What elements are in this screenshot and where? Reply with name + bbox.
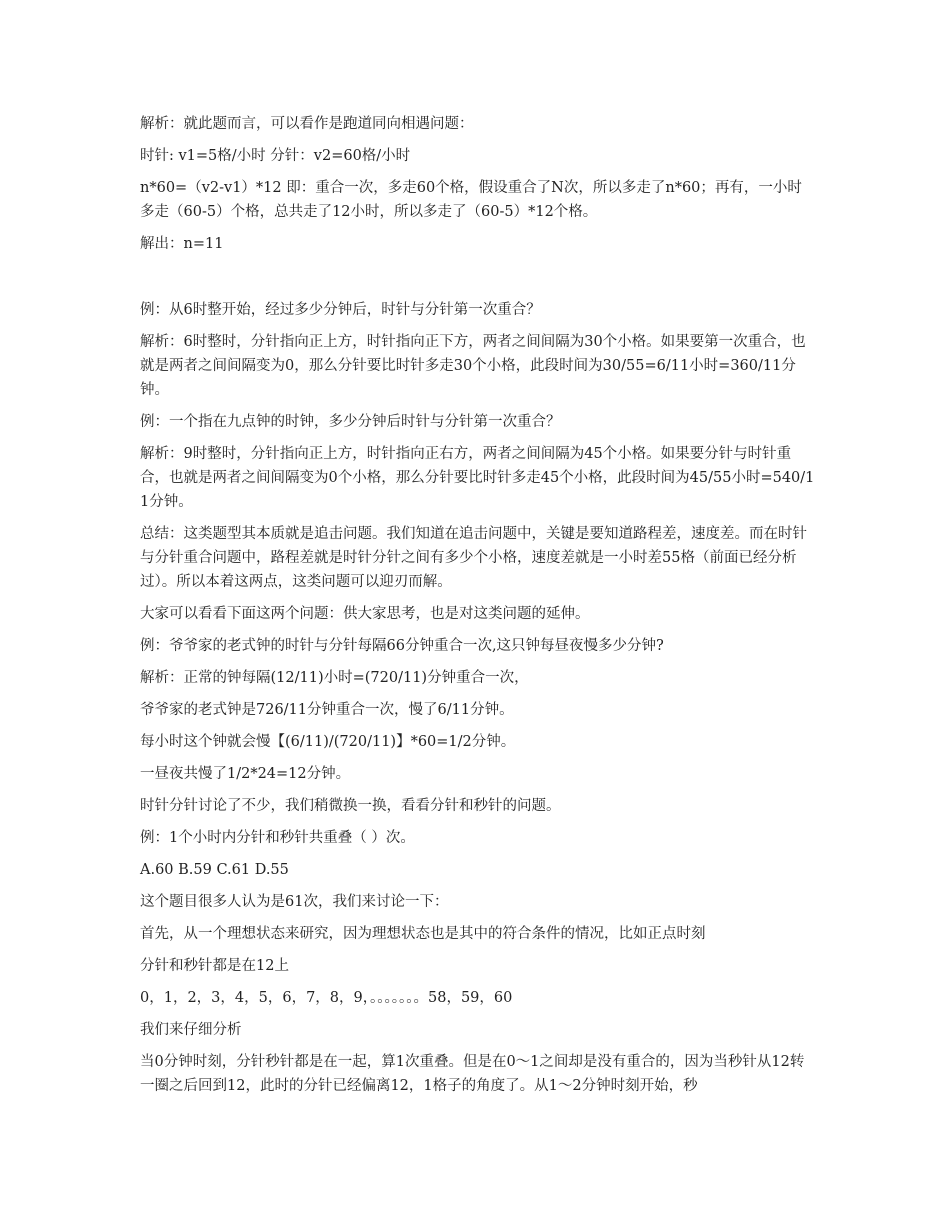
paragraph-example-overlap: 例：1个小时内分针和秒针共重叠（ ）次。 — [140, 830, 415, 846]
paragraph-minute-sequence: 0，1，2，3，4，5，6，7，8，9，。。。。。。。58，59，60 — [140, 990, 513, 1006]
paragraph-grandpa-clock-slow: 爷爷家的老式钟是726/11分钟重合一次，慢了6/11分钟。 — [140, 702, 514, 718]
paragraph-zero-minute: 当0分钟时刻，分针秒针都是在一起，算1次重叠。但是在0～1之间却是没有重合的，因为当秒针从12转一圈之后回到12，此时的分针已经偏离12，1格子的角度了。从1～2分钟时刻开始，秒 — [140, 1054, 805, 1094]
paragraph-per-hour-slow: 每小时这个钟就会慢【(6/11)/(720/11)】*60=1/2分钟。 — [140, 734, 516, 750]
paragraph-transition: 时针分针讨论了不少，我们稍微换一换，看看分针和秒针的问题。 — [140, 798, 561, 814]
paragraph-equation: n*60=（v2-v1）*12 即：重合一次，多走60个格，假设重合了N次，所以多走了n*60；再有，一小时多走（60-5）个格，总共走了12小时，所以多走了（60-5）*12个格。 — [140, 180, 802, 220]
paragraph-per-day-slow: 一昼夜共慢了1/2*24=12分钟。 — [140, 766, 351, 782]
paragraph-options: A.60 B.59 C.61 D.55 — [140, 862, 289, 878]
paragraph-ideal-state: 首先，从一个理想状态来研究，因为理想状态也是其中的符合条件的情况，比如正点时刻 — [140, 926, 706, 942]
paragraph-careful-analysis: 我们来仔细分析 — [140, 1022, 242, 1038]
paragraph-think: 大家可以看看下面这两个问题：供大家思考，也是对这类问题的延伸。 — [140, 606, 590, 622]
document-body — [140, 112, 815, 1106]
paragraph-summary: 总结：这类题型其本质就是追击问题。我们知道在追击问题中，关键是要知道路程差，速度差。而在时针与分针重合问题中，路程差就是时针分针之间有多少个小格，速度差就是一小时差55格（前面已经分析过）。所以本着这两点，这类问题可以迎刃而解。 — [140, 526, 807, 590]
paragraph-speeds: 时针: v1=5格/小时 分针：v2=60格/小时 — [140, 148, 411, 164]
paragraph-solution: 解出：n=11 — [140, 236, 224, 252]
paragraph-example-six: 例：从6时整开始，经过多少分钟后，时针与分针第一次重合？ — [140, 302, 541, 318]
section-gap — [140, 264, 815, 298]
paragraph-analysis-nine: 解析：9时整时，分针指向正上方，时针指向正右方，两者之间间隔为45个小格。如果要分针与时针重合，也就是两者之间间隔变为0个小格，那么分针要比时针多走45个小格，此段时间为45/55小时=540/11分钟。 — [140, 446, 815, 510]
paragraph-analysis-intro: 解析：就此题而言，可以看作是跑道同向相遇问题： — [140, 116, 474, 132]
paragraph-example-nine: 例：一个指在九点钟的时钟，多少分钟后时针与分针第一次重合？ — [140, 414, 561, 430]
paragraph-discussion: 这个题目很多人认为是61次，我们来讨论一下： — [140, 894, 449, 910]
paragraph-analysis-six: 解析：6时整时，分针指向正上方，时针指向正下方，两者之间间隔为30个小格。如果要第一次重合，也就是两者之间间隔变为0，那么分针要比时针多走30个小格，此段时间为30/55=6/11小时=360/11分钟。 — [140, 334, 806, 398]
paragraph-both-at-twelve: 分针和秒针都是在12上 — [140, 958, 289, 974]
paragraph-analysis-normal-clock: 解析：正常的钟每隔(12/11)小时=(720/11)分钟重合一次， — [140, 670, 529, 686]
paragraph-example-grandpa-clock: 例：爷爷家的老式钟的时针与分针每隔66分钟重合一次,这只钟每昼夜慢多少分钟? — [140, 638, 664, 654]
